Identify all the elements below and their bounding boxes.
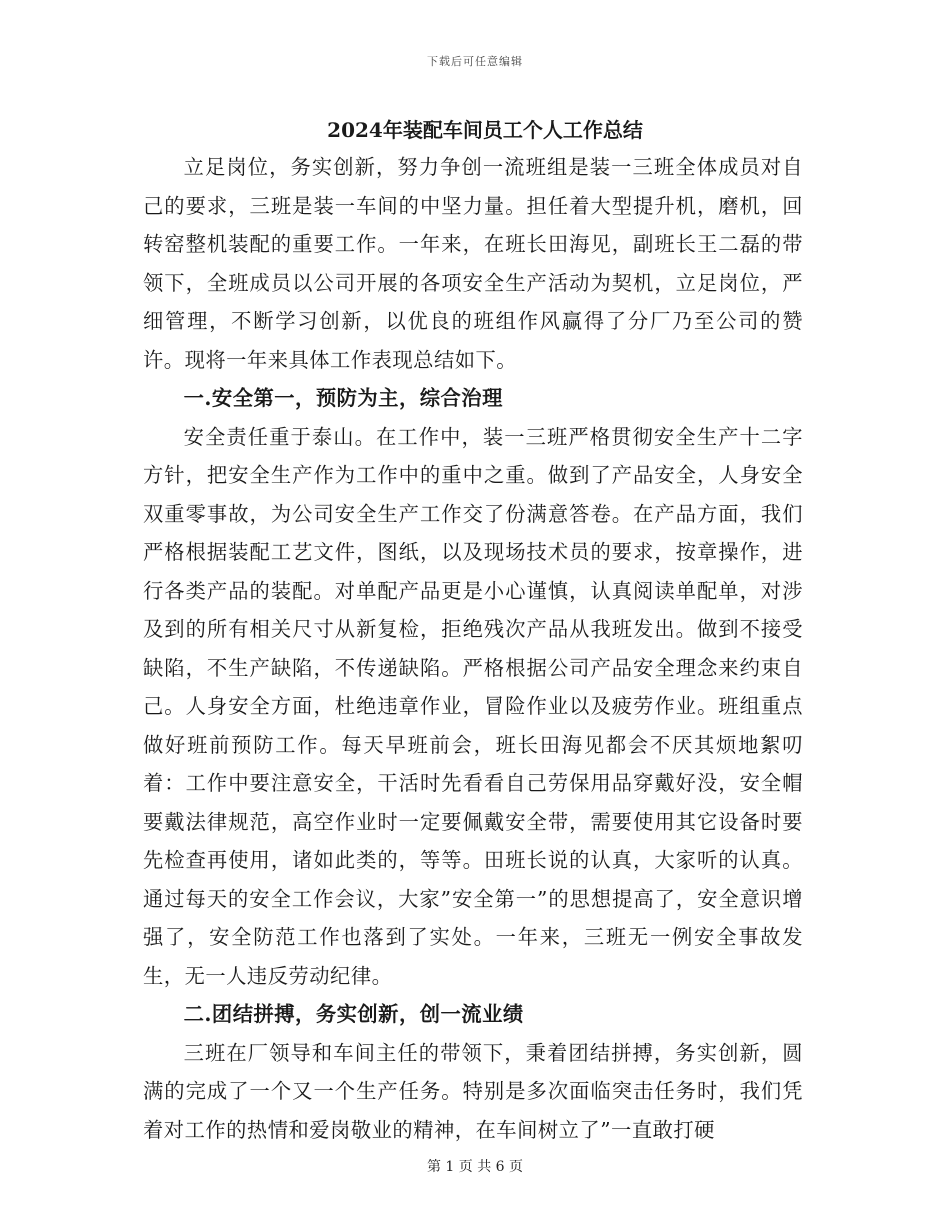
page-number-footer: 第 1 页 共 6 页 xyxy=(426,1159,524,1175)
document-title: 2024年装配车间员工个人工作总结 xyxy=(327,118,643,142)
section-heading-safety: 一.安全第一，预防为主，综合治理 xyxy=(183,386,503,410)
header-note: 下载后可任意编辑 xyxy=(427,55,523,68)
section-heading-teamwork: 二.团结拼搏，务实创新，创一流业绩 xyxy=(183,1002,524,1026)
section-body-safety: 安全责任重于泰山。在工作中，装一三班严格贯彻安全生产十二字方针，把安全生产作为工作中的重中之重。做到了产品安全，人身安全双重零事故，为公司安全生产工作交了份满意答卷。在产品方面，我们严格根据装配工艺文件，图纸，以及现场技术员的要求，按章操作，进行各类产品的装配。对单配产品更是小心谨慎，认真阅读单配单，对涉及到的所有相关尺寸从新复检，拒绝残次产品从我班发出。做到不接受缺陷，不生产缺陷，不传递缺陷。严格根据公司产品安全理念来约束自己。人身安全方面，杜绝违章作业，冒险作业以及疲劳作业。班组重点做好班前预防工作。每天早班前会，班长田海见都会不厌其烦地絮叨着：工作中要注意安全，干活时先看看自己劳保用品穿戴好没，安全帽要戴法律规范，高空作业时一定要佩戴安全带，需要使用其它设备时要先检查再使用，诸如此类的，等等。田班长说的认真，大家听的认真。通过每天的安全工作会议，大家”安全第一”的思想提高了，安全意识增强了，安全防范工作也落到了实处。一年来，三班无一例安全事故发生，无一人违反劳动纪律。 xyxy=(143,424,803,988)
intro-paragraph: 立足岗位，务实创新，努力争创一流班组是装一三班全体成员对自己的要求，三班是装一车间的中坚力量。担任着大型提升机，磨机，回转窑整机装配的重要工作。一年来，在班长田海见，副班长王二磊的带领下，全班成员以公司开展的各项安全生产活动为契机，立足岗位，严细管理，不断学习创新，以优良的班组作风赢得了分厂乃至公司的赞许。现将一年来具体工作表现总结如下。 xyxy=(143,155,803,372)
section-body-teamwork: 三班在厂领导和车间主任的带领下，秉着团结拼搏，务实创新，圆满的完成了一个又一个生产任务。特别是多次面临突击任务时，我们凭着对工作的热情和爱岗敬业的精神，在车间树立了”一直敢打硬 xyxy=(143,1040,803,1142)
document-body xyxy=(143,112,803,1149)
